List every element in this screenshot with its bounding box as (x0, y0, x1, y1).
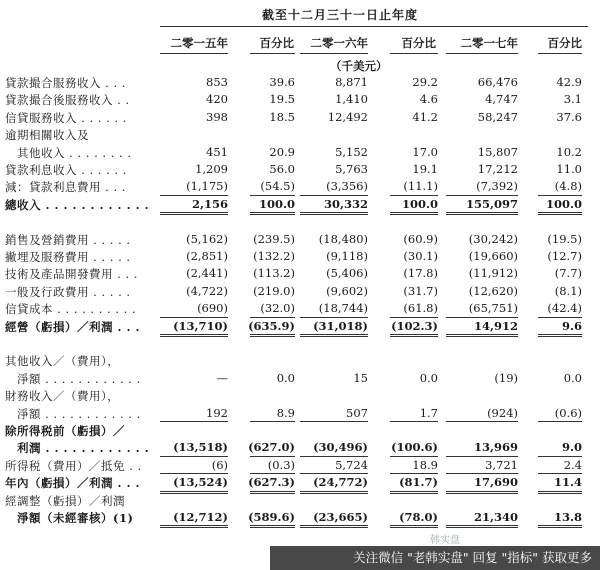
cell-value: 155,097 (465, 196, 518, 211)
section-rule (538, 421, 582, 422)
cell-value: (8.1) (554, 283, 582, 298)
section-rule (250, 317, 295, 318)
cell-value: 20.9 (269, 144, 295, 159)
row-label: 除所得税前（虧損）／ (5, 424, 125, 438)
header-rule (538, 53, 582, 54)
cell-value: 192 (206, 405, 228, 420)
section-rule (300, 525, 368, 528)
cell-value: (31.7) (403, 283, 438, 298)
row-label: 貸款撮合服務收入 . . . (5, 76, 126, 90)
cell-value: (4.8) (554, 179, 582, 194)
section-rule (160, 195, 228, 196)
cell-value: 58,247 (477, 109, 518, 124)
col-2015-pct: 百分比 (259, 36, 294, 50)
col-2017-pct: 百分比 (547, 36, 582, 50)
table-row (0, 110, 600, 126)
table-row (0, 266, 600, 282)
table-row (0, 388, 600, 404)
row-label: 年內（虧損）／利潤 . . . (5, 476, 141, 491)
section-rule (390, 456, 438, 457)
row-label: 淨額（未經審核）(1) (5, 511, 134, 525)
cell-value: 2.4 (563, 457, 582, 472)
cell-value: (42.4) (547, 301, 582, 316)
cell-value: 1.7 (419, 405, 438, 420)
section-rule (446, 473, 518, 474)
cell-value: (6) (211, 457, 228, 472)
section-rule (446, 195, 518, 196)
section-rule (160, 212, 228, 215)
header-rule (390, 53, 438, 54)
cell-value: 15 (353, 370, 368, 385)
table-row (0, 475, 600, 491)
section-rule (250, 525, 295, 528)
table-row (0, 301, 600, 317)
row-label: 技術及產品開發費用 . . . (5, 267, 138, 282)
row-label: 貸款利息收入 . . . . . . (5, 163, 127, 177)
header-rule (446, 53, 518, 54)
cell-value: (5,162) (186, 231, 228, 246)
cell-value: 11.0 (556, 162, 582, 176)
cell-value: (61.8) (403, 301, 438, 316)
cell-value: (30,496) (313, 440, 368, 455)
table-row (0, 145, 600, 161)
cell-value: 398 (206, 109, 228, 124)
row-label: 所得税（費用）／抵免 . . (5, 458, 142, 473)
cell-value: 420 (206, 92, 228, 107)
cell-value: 29.2 (412, 75, 438, 89)
col-2015: 二零一五年 (170, 36, 228, 50)
cell-value: 19.1 (412, 162, 438, 176)
cell-value: 9.0 (561, 440, 582, 455)
cell-value: 37.6 (556, 109, 582, 124)
cell-value: 100.0 (258, 196, 295, 211)
cell-value: 14,912 (473, 318, 518, 333)
cell-value: (30,242) (468, 231, 518, 246)
row-label: 總收入 . . . . . . . . . . . . (5, 197, 150, 212)
cell-value: (0.3) (267, 457, 295, 472)
cell-value: 1,410 (335, 92, 368, 107)
section-rule (390, 421, 438, 422)
cell-value: 0.0 (419, 370, 438, 385)
watermark-faint: 韩实盘 (430, 535, 460, 546)
cell-value: (219.0) (253, 283, 295, 298)
table-row (0, 214, 600, 230)
table-row (0, 353, 600, 369)
section-rule (250, 212, 295, 215)
cell-value: (9,602) (326, 283, 368, 298)
section-rule (538, 456, 582, 457)
section-rule (300, 456, 368, 457)
section-rule (538, 491, 582, 494)
cell-value: (12.7) (547, 249, 582, 263)
section-rule (390, 195, 438, 196)
cell-value: 5,152 (335, 144, 368, 159)
cell-value: 17.0 (412, 144, 438, 159)
section-rule (160, 491, 228, 494)
cell-value: 1,209 (195, 162, 228, 176)
cell-value: (19,660) (468, 249, 518, 263)
cell-value: (589.6) (248, 510, 295, 524)
row-label: 經營（虧損）／利潤 . . . (5, 319, 141, 334)
cell-value: 12,492 (327, 109, 368, 124)
cell-value: 56.0 (269, 162, 295, 176)
cell-value: (19.5) (547, 231, 582, 246)
row-label: 逾期相關收入及 (5, 128, 89, 143)
section-rule (390, 473, 438, 474)
cell-value: 41.2 (412, 109, 438, 124)
cell-value: (113.2) (253, 266, 295, 281)
cell-value: (132.2) (253, 249, 295, 263)
cell-value: (7,392) (476, 179, 518, 194)
section-rule (446, 491, 518, 494)
table-row (0, 284, 600, 300)
table-row (0, 75, 600, 91)
section-rule (390, 525, 438, 528)
table-row (0, 493, 600, 509)
cell-value: 17,212 (477, 162, 518, 176)
row-label: 其他收入 . . . . . . . . (5, 145, 132, 160)
cell-value: (18,744) (318, 301, 368, 316)
cell-value: (100.6) (391, 440, 438, 455)
header-rule (160, 53, 228, 54)
section-rule (160, 456, 228, 457)
cell-value: (60.9) (403, 231, 438, 246)
cell-value: 2,156 (191, 196, 228, 211)
cell-value: 100.0 (401, 196, 438, 211)
cell-value: 100.0 (545, 196, 582, 211)
section-rule (300, 212, 368, 215)
section-rule (446, 421, 518, 422)
section-rule (250, 456, 295, 457)
section-rule (160, 473, 228, 474)
cell-value: (9,118) (326, 249, 368, 263)
section-rule (446, 317, 518, 318)
cell-value: (30.1) (403, 249, 438, 263)
cell-value: (18,480) (318, 231, 368, 246)
cell-value: (4,722) (186, 283, 228, 298)
section-rule (390, 334, 438, 337)
table-row (0, 371, 600, 387)
cell-value: 451 (206, 144, 228, 159)
col-2017: 二零一七年 (460, 36, 518, 50)
cell-value: (635.9) (248, 318, 295, 333)
row-label: 財務收入／（費用）， (5, 389, 120, 404)
table-row (0, 197, 600, 213)
row-label: 其他收入／（費用）， (5, 354, 120, 369)
cell-value: (81.7) (399, 475, 438, 490)
table-row (0, 127, 600, 143)
cell-value: (24,772) (313, 475, 368, 490)
table-row (0, 406, 600, 422)
section-rule (250, 334, 295, 337)
section-rule (538, 525, 582, 528)
cell-value: (31,018) (313, 318, 368, 333)
row-label: 信貸成本 . . . . . . . . . . (5, 302, 137, 317)
cell-value: 4,747 (485, 92, 518, 107)
cell-value: 30,332 (323, 196, 368, 211)
cell-value: 21,340 (473, 510, 518, 524)
section-rule (250, 491, 295, 494)
row-label: 貸款撮合後服務收入 . . (5, 93, 130, 108)
section-rule (300, 491, 368, 494)
cell-value: (12,620) (468, 283, 518, 298)
cell-value: (11,912) (468, 266, 518, 281)
period-rule (160, 26, 588, 27)
section-rule (538, 334, 582, 337)
cell-value: 10.2 (556, 144, 582, 159)
section-rule (160, 334, 228, 337)
section-rule (300, 421, 368, 422)
section-rule (250, 195, 295, 196)
row-label: 利潤 . . . . . . . . . . . . (5, 441, 150, 456)
cell-value: (65,751) (468, 301, 518, 316)
row-label: 減：貸款利息費用 . . . (5, 180, 126, 195)
cell-value: 9.6 (561, 318, 582, 333)
cell-value: 8,871 (335, 75, 368, 89)
section-rule (538, 473, 582, 474)
cell-value: 507 (346, 405, 368, 420)
row-label: 經調整（虧損）／利潤 (5, 493, 125, 508)
section-rule (300, 195, 368, 196)
cell-value: 8.9 (276, 405, 295, 420)
section-rule (390, 491, 438, 494)
row-label: 銷售及營銷費用 . . . . . (5, 232, 131, 247)
table-row (0, 92, 600, 108)
cell-value: (1,175) (186, 179, 228, 194)
section-rule (390, 317, 438, 318)
cell-value: 4.6 (419, 92, 438, 107)
header-rule (250, 53, 295, 54)
row-label: 信貸服務收入 . . . . . . (5, 110, 127, 125)
cell-value: (32.0) (260, 301, 295, 316)
cell-value: (2,441) (186, 266, 228, 281)
cell-value: (5,406) (326, 266, 368, 281)
section-rule (446, 212, 518, 215)
section-rule (160, 421, 228, 422)
table-row (0, 232, 600, 248)
cell-value: 15,807 (477, 144, 518, 159)
cell-value: (78.0) (399, 510, 438, 524)
section-rule (300, 473, 368, 474)
row-label: 淨額 . . . . . . . . . . . . (5, 371, 141, 386)
cell-value: 42.9 (556, 75, 582, 89)
cell-value: 39.6 (269, 75, 295, 89)
section-rule (390, 212, 438, 215)
table-row (0, 179, 600, 195)
table-row (0, 319, 600, 335)
cell-value: (3,356) (326, 179, 368, 194)
cell-value: (690) (197, 301, 228, 316)
section-rule (446, 334, 518, 337)
cell-value: (924) (487, 405, 518, 420)
section-rule (538, 317, 582, 318)
section-rule (300, 317, 368, 318)
cell-value: (11.1) (403, 179, 438, 194)
table-row (0, 440, 600, 456)
table-row (0, 162, 600, 178)
cell-value: 13.8 (553, 510, 582, 524)
section-rule (300, 334, 368, 337)
cell-value: 13,969 (473, 440, 518, 455)
table-row (0, 458, 600, 474)
col-2016: 二零一六年 (310, 36, 368, 50)
section-rule (250, 421, 295, 422)
cell-value: (627.0) (248, 440, 295, 455)
section-rule (250, 473, 295, 474)
cell-value: 18.9 (412, 457, 438, 472)
cell-value: 0.0 (563, 370, 582, 385)
table-row (0, 249, 600, 265)
section-rule (160, 525, 228, 528)
cell-value: (239.5) (253, 231, 295, 246)
cell-value: (13,518) (173, 440, 228, 455)
cell-value: (17.8) (403, 266, 438, 281)
section-rule (446, 456, 518, 457)
cell-value: (12,712) (173, 510, 228, 524)
unit-label: （千美元） (330, 59, 388, 73)
cell-value: 5,763 (335, 162, 368, 176)
cell-value: 0.0 (276, 370, 295, 385)
cell-value: 853 (206, 75, 228, 89)
row-label: 一般及行政費用 . . . . . (5, 284, 131, 299)
col-2016-pct: 百分比 (401, 36, 436, 50)
cell-value: (2,851) (186, 249, 228, 263)
cell-value: (19) (494, 370, 518, 385)
row-label: 撇埋及服務費用 . . . . . (5, 250, 131, 264)
cell-value: 66,476 (477, 75, 518, 89)
cell-value: 3,721 (485, 457, 518, 472)
cell-value: (13,710) (173, 318, 228, 333)
table-row (0, 510, 600, 526)
section-rule (538, 195, 582, 196)
cell-value: (13,524) (173, 475, 228, 490)
section-rule (538, 212, 582, 215)
cell-value: (102.3) (391, 318, 438, 333)
cell-value: (0.6) (554, 405, 582, 420)
cell-value: (627.3) (248, 475, 295, 490)
cell-value: (54.5) (260, 179, 295, 194)
watermark-banner: 关注微信 "老韩实盘" 回复 "指标" 获取更多 (270, 546, 600, 570)
cell-value: 19.5 (269, 92, 295, 107)
cell-value: — (216, 370, 228, 385)
header-rule (300, 53, 368, 54)
section-rule (160, 317, 228, 318)
table-row (0, 423, 600, 439)
row-label: 淨額 . . . . . . . . . . . . (5, 406, 141, 421)
cell-value: 5,724 (335, 457, 368, 472)
cell-value: 3.1 (563, 92, 582, 107)
period-header: 截至十二月三十一日止年度 (262, 8, 419, 22)
cell-value: (23,665) (313, 510, 368, 524)
cell-value: 18.5 (269, 109, 295, 124)
table-row (0, 336, 600, 352)
cell-value: 17,690 (473, 475, 518, 490)
cell-value: (7.7) (554, 266, 582, 281)
cell-value: 11.4 (553, 475, 582, 490)
section-rule (446, 525, 518, 528)
